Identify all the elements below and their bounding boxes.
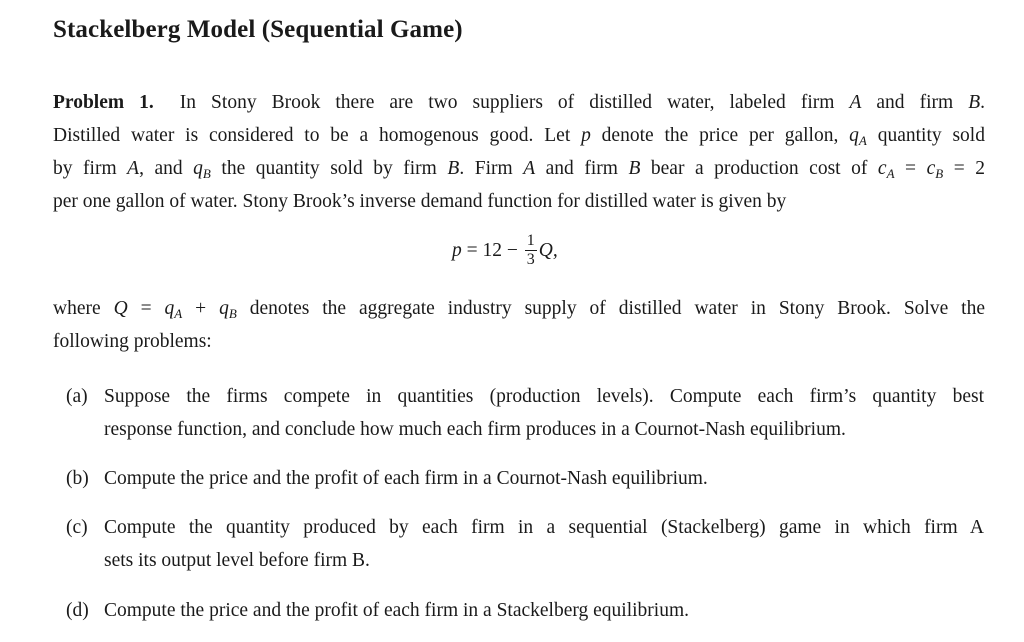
item-body: Suppose the firms compete in quantities (production levels). Compute each firm’s quantity best response function, and conclude how much each firm produces in a Cournot-Nash equilibrium. — [104, 386, 984, 440]
problem-line-1: Problem 1. In Stony Brook there are two suppliers of distilled water, labeled firm A and firm B. — [53, 92, 985, 113]
problem-label: Problem 1. — [53, 92, 154, 113]
item-tag: (a) — [66, 386, 88, 407]
item-body: Compute the quantity produced by each firm in a sequential (Stackelberg) game in which firm A sets its output level before firm B. — [104, 517, 984, 571]
item-tag: (c) — [66, 517, 88, 538]
problem-line-3: by firm A, and $q_B$ the quantity sold by firm B. Firm A and firm B bear a production cost of $c_A = c_B = 2$ — [53, 158, 986, 181]
item-body: Compute the price and the profit of each firm in a Cournot-Nash equilibrium. — [104, 468, 708, 489]
fraction: $\frac{1}{3}$ — [526, 232, 535, 268]
problem-statement — [53, 86, 985, 218]
item-body: Compute the price and the profit of each firm in a Stackelberg equilibrium. — [104, 600, 689, 621]
item-tag: (b) — [66, 468, 89, 489]
problem-line-4: per one gallon of water. Stony Brook’s inverse demand function for distilled water is given by — [53, 191, 787, 212]
continuation-line-1: where $Q = q_A + q_B$ denotes the aggregate industry supply of distilled water in Stony Brook. Solve the — [53, 298, 986, 321]
demand-equation: p = 12 − $\frac{1}{3}$ Q, — [452, 232, 558, 268]
item-tag: (d) — [66, 600, 89, 621]
page-title: Stackelberg Model (Sequential Game) — [53, 16, 463, 43]
continuation-line-2: following problems: — [53, 331, 212, 352]
problem-line-2: Distilled water is considered to be a homogenous good. Let p denote the price per gallon, $q_A$ quantity sold — [53, 125, 985, 148]
problem-continuation — [53, 292, 985, 358]
